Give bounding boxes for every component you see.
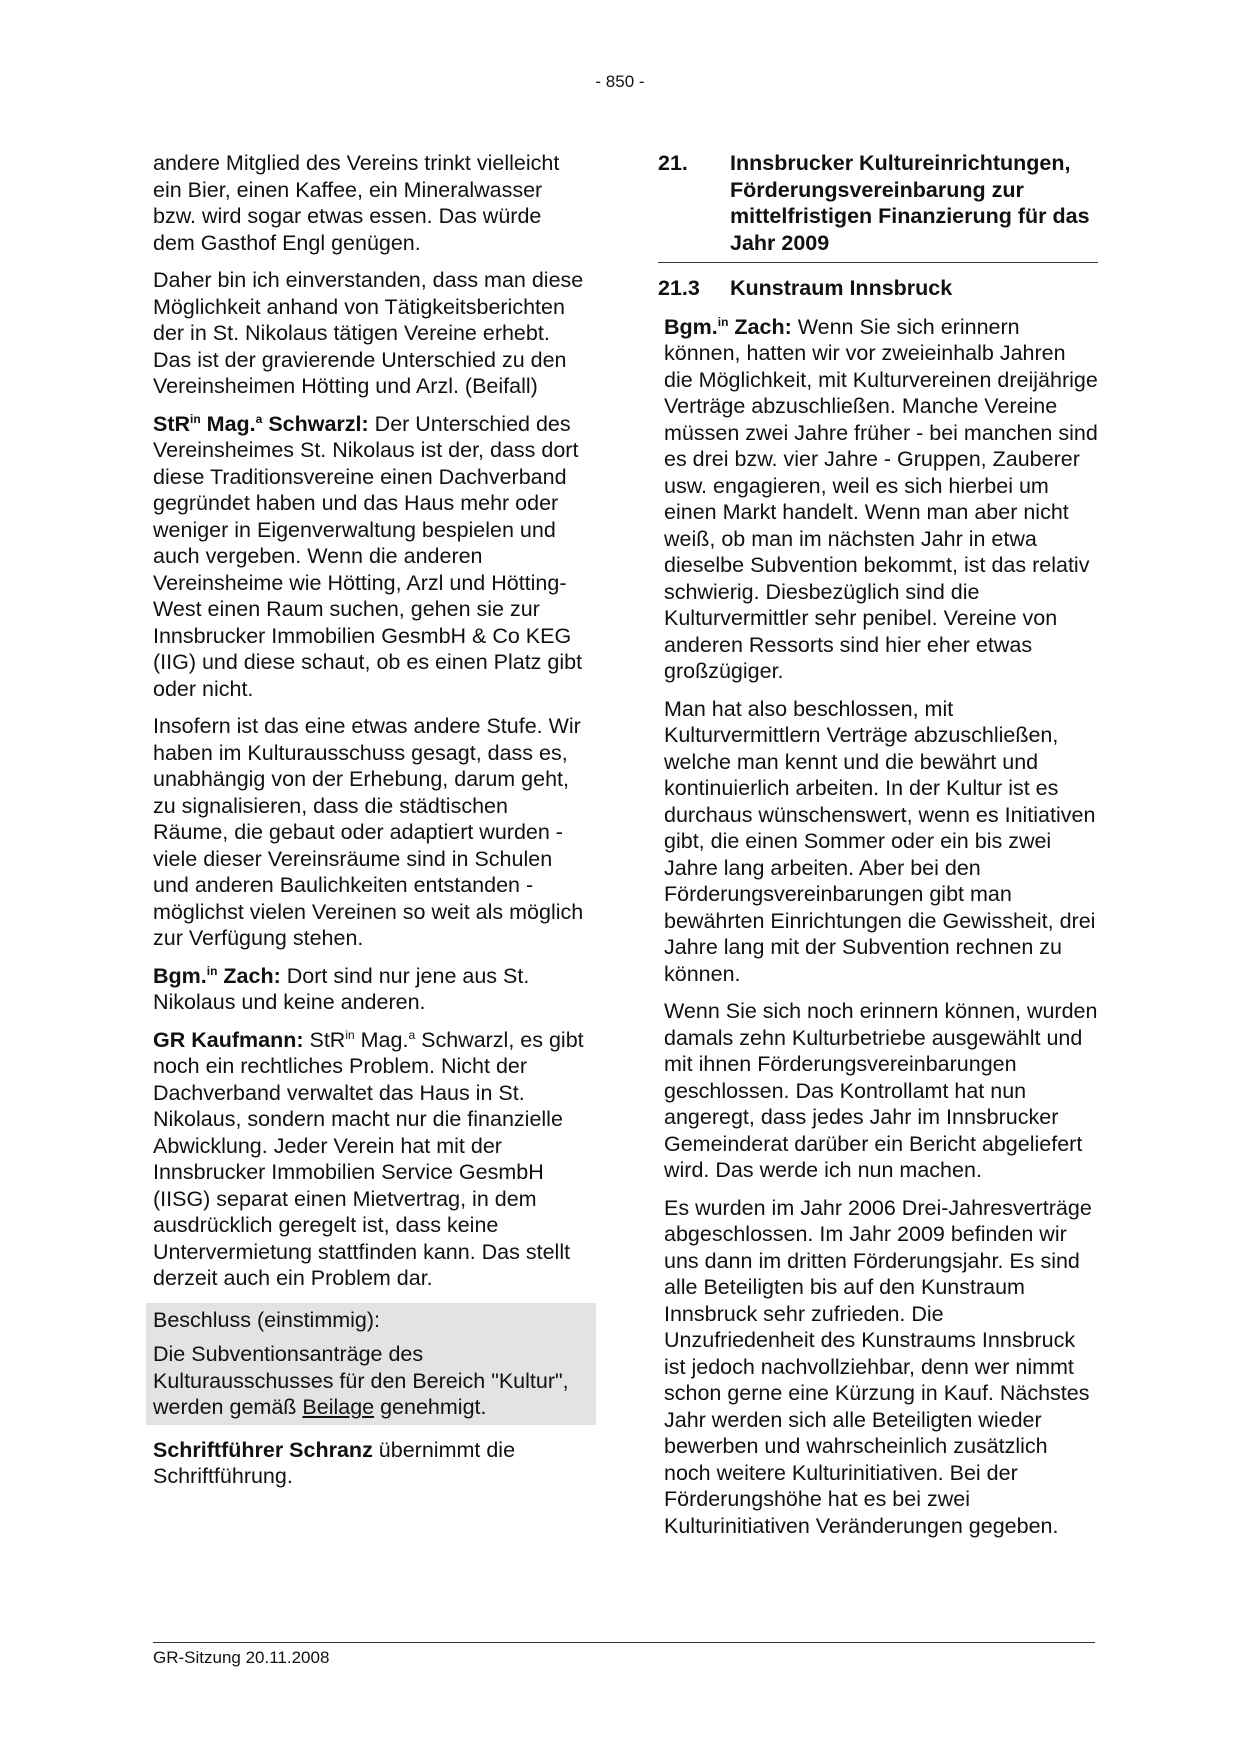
- decision-box: [146, 1303, 596, 1425]
- left-column: [153, 150, 589, 1501]
- subsection-title: Kunstraum Innsbruck: [730, 276, 953, 300]
- subsection-heading: [658, 275, 1098, 302]
- decision-text: Die Subventionsanträge des Kulturausschusses für den Bereich "Kultur", werden gemäß Beilage genehmigt.: [153, 1342, 569, 1419]
- speech-paragraph: Schriftführer Schranz übernimmt die Schriftführung.: [153, 1437, 516, 1488]
- speaker-name: GR Kaufmann:: [153, 1027, 304, 1052]
- speech-paragraph: StR$^{in}$ Mag.$^a$ Schwarzl: Der Unterschied des Vereinsheimes St. Nikolaus ist der, dass dort diese Traditionsvereine einen Dachverband gegründet haben und das Haus mehr oder weniger in Eigenverwaltung bespielen und auch vergeben. Wenn die anderen Vereinsheime wie Hötting, Arzl und Hötting-West einen Raum suchen, gehen sie zur Innsbrucker Immobilien GesmbH & Co KEG (IIG) und diese schaut, ob es einen Platz gibt oder nicht.: [153, 411, 583, 701]
- beilage-link[interactable]: Beilage: [302, 1395, 375, 1419]
- speech-paragraph: GR Kaufmann: StR$^{in}$ Mag.$^a$ Schwarzl, es gibt noch ein rechtliches Problem. Nicht der Dachverband verwaltet das Haus in St. Nikolaus, sondern macht nur die finanzielle Abwicklung. Jeder Verein hat mit der Innsbrucker Immobilien Service GesmbH (IISG) separat einen Mietvertrag, in dem ausdrücklich geregelt ist, dass keine Untervermietung stattfinden kann. Das stellt derzeit auch ein Problem dar.: [153, 1027, 584, 1290]
- section-heading: [658, 150, 1098, 263]
- page-number: - 850 -: [595, 72, 645, 91]
- speaker-name: StR$^{in}$ Mag.$^a$ Schwarzl:: [153, 411, 369, 436]
- paragraph: Daher bin ich einverstanden, dass man diese Möglichkeit anhand von Tätigkeitsberichten der in St. Nikolaus tätigen Vereine erhebt. Das ist der gravierende Unterschied zu den Vereinsheimen Hötting und Arzl. (Beifall): [153, 268, 584, 398]
- speaker-name: Schriftführer Schranz: [153, 1437, 373, 1462]
- paragraph: Insofern ist das eine etwas andere Stufe. Wir haben im Kulturausschuss gesagt, dass es, unabhängig von der Erhebung, darum geht, zu signalisieren, dass die städtischen Räume, die gebaut oder adaptiert wurden - viele dieser Vereinsräume sind in Schulen und anderen Baulichkeiten entstanden - möglichst vielen Vereinen so weit als möglich zur Verfügung stehen.: [153, 714, 584, 950]
- section-number: 21.: [658, 151, 688, 175]
- footer-session-date: GR-Sitzung 20.11.2008: [153, 1648, 330, 1667]
- decision-title: Beschluss (einstimmig):: [153, 1307, 380, 1332]
- paragraph: Man hat also beschlossen, mit Kulturvermittlern Verträge abzuschließen, welche man kennt und die bewährt und kontinuierlich arbeiten. In der Kultur ist es durchaus wünschenswert, wenn es Initiativen gibt, die einen Sommer oder ein bis zwei Jahre lang arbeiten. Aber bei den Förderungsvereinbarungen gibt man bewährten Einrichtungen die Gewissheit, drei Jahre lang mit der Subvention rechnen zu können.: [664, 696, 1096, 986]
- speaker-name: Bgm.$^{in}$ Zach:: [664, 314, 792, 339]
- paragraph: andere Mitglied des Vereins trinkt vielleicht ein Bier, einen Kaffee, ein Mineralwasser bzw. wird sogar etwas essen. Das würde dem Gasthof Engl genügen.: [153, 151, 560, 255]
- paragraph: Wenn Sie sich noch erinnern können, wurden damals zehn Kulturbetriebe ausgewählt und mit ihnen Förderungsvereinbarungen geschlossen. Das Kontrollamt hat nun angeregt, dass jedes Jahr im Innsbrucker Gemeinderat darüber ein Bericht abgeliefert wird. Das werde ich nun machen.: [664, 999, 1098, 1182]
- speech-paragraph: Bgm.$^{in}$ Zach: Wenn Sie sich erinnern können, hatten wir vor zweieinhalb Jahren die Möglichkeit, mit Kulturvereinen dreijährige Verträge abzuschließen. Manche Vereine müssen zwei Jahre früher - bei manchen sind es drei bzw. vier Jahre - Gruppen, Zauberer usw. engagieren, weil es sich hierbei um einen Markt handelt. Wenn man aber nicht weiß, ob man im nächsten Jahr in etwa dieselbe Subvention bekommt, ist das relativ schwierig. Diesbezüglich sind die Kulturvermittler sehr penibel. Vereine von anderen Ressorts sind hier eher etwas großzügiger.: [664, 314, 1098, 683]
- subsection-number: 21.3: [658, 276, 700, 300]
- speech-paragraph: Bgm.$^{in}$ Zach: Dort sind nur jene aus St. Nikolaus und keine anderen.: [153, 963, 530, 1014]
- paragraph: Es wurden im Jahr 2006 Drei-Jahresverträge abgeschlossen. Im Jahr 2009 befinden wir uns dann im dritten Förderungsjahr. Es sind alle Beteiligten bis auf den Kunstraum Innsbruck sehr zufrieden. Die Unzufriedenheit des Kunstraums Innsbruck ist jedoch nachvollziehbar, denn wer nimmt schon gerne eine Kürzung in Kauf. Nächstes Jahr werden sich alle Beteiligten wieder bewerben und wahrscheinlich zusätzlich noch weitere Kulturinitiativen. Bei der Förderungshöhe hat es bei zwei Kulturinitiativen Veränderungen gegeben.: [664, 1195, 1092, 1538]
- right-column: [658, 150, 1098, 1550]
- section-title: Innsbrucker Kultureinrichtungen, Förderungsvereinbarung zur mittelfristigen Finanzierung für das Jahr 2009: [730, 151, 1090, 255]
- right-body: [658, 314, 1098, 1540]
- footer-divider: [153, 1642, 1095, 1643]
- speaker-name: Bgm.$^{in}$ Zach:: [153, 963, 281, 988]
